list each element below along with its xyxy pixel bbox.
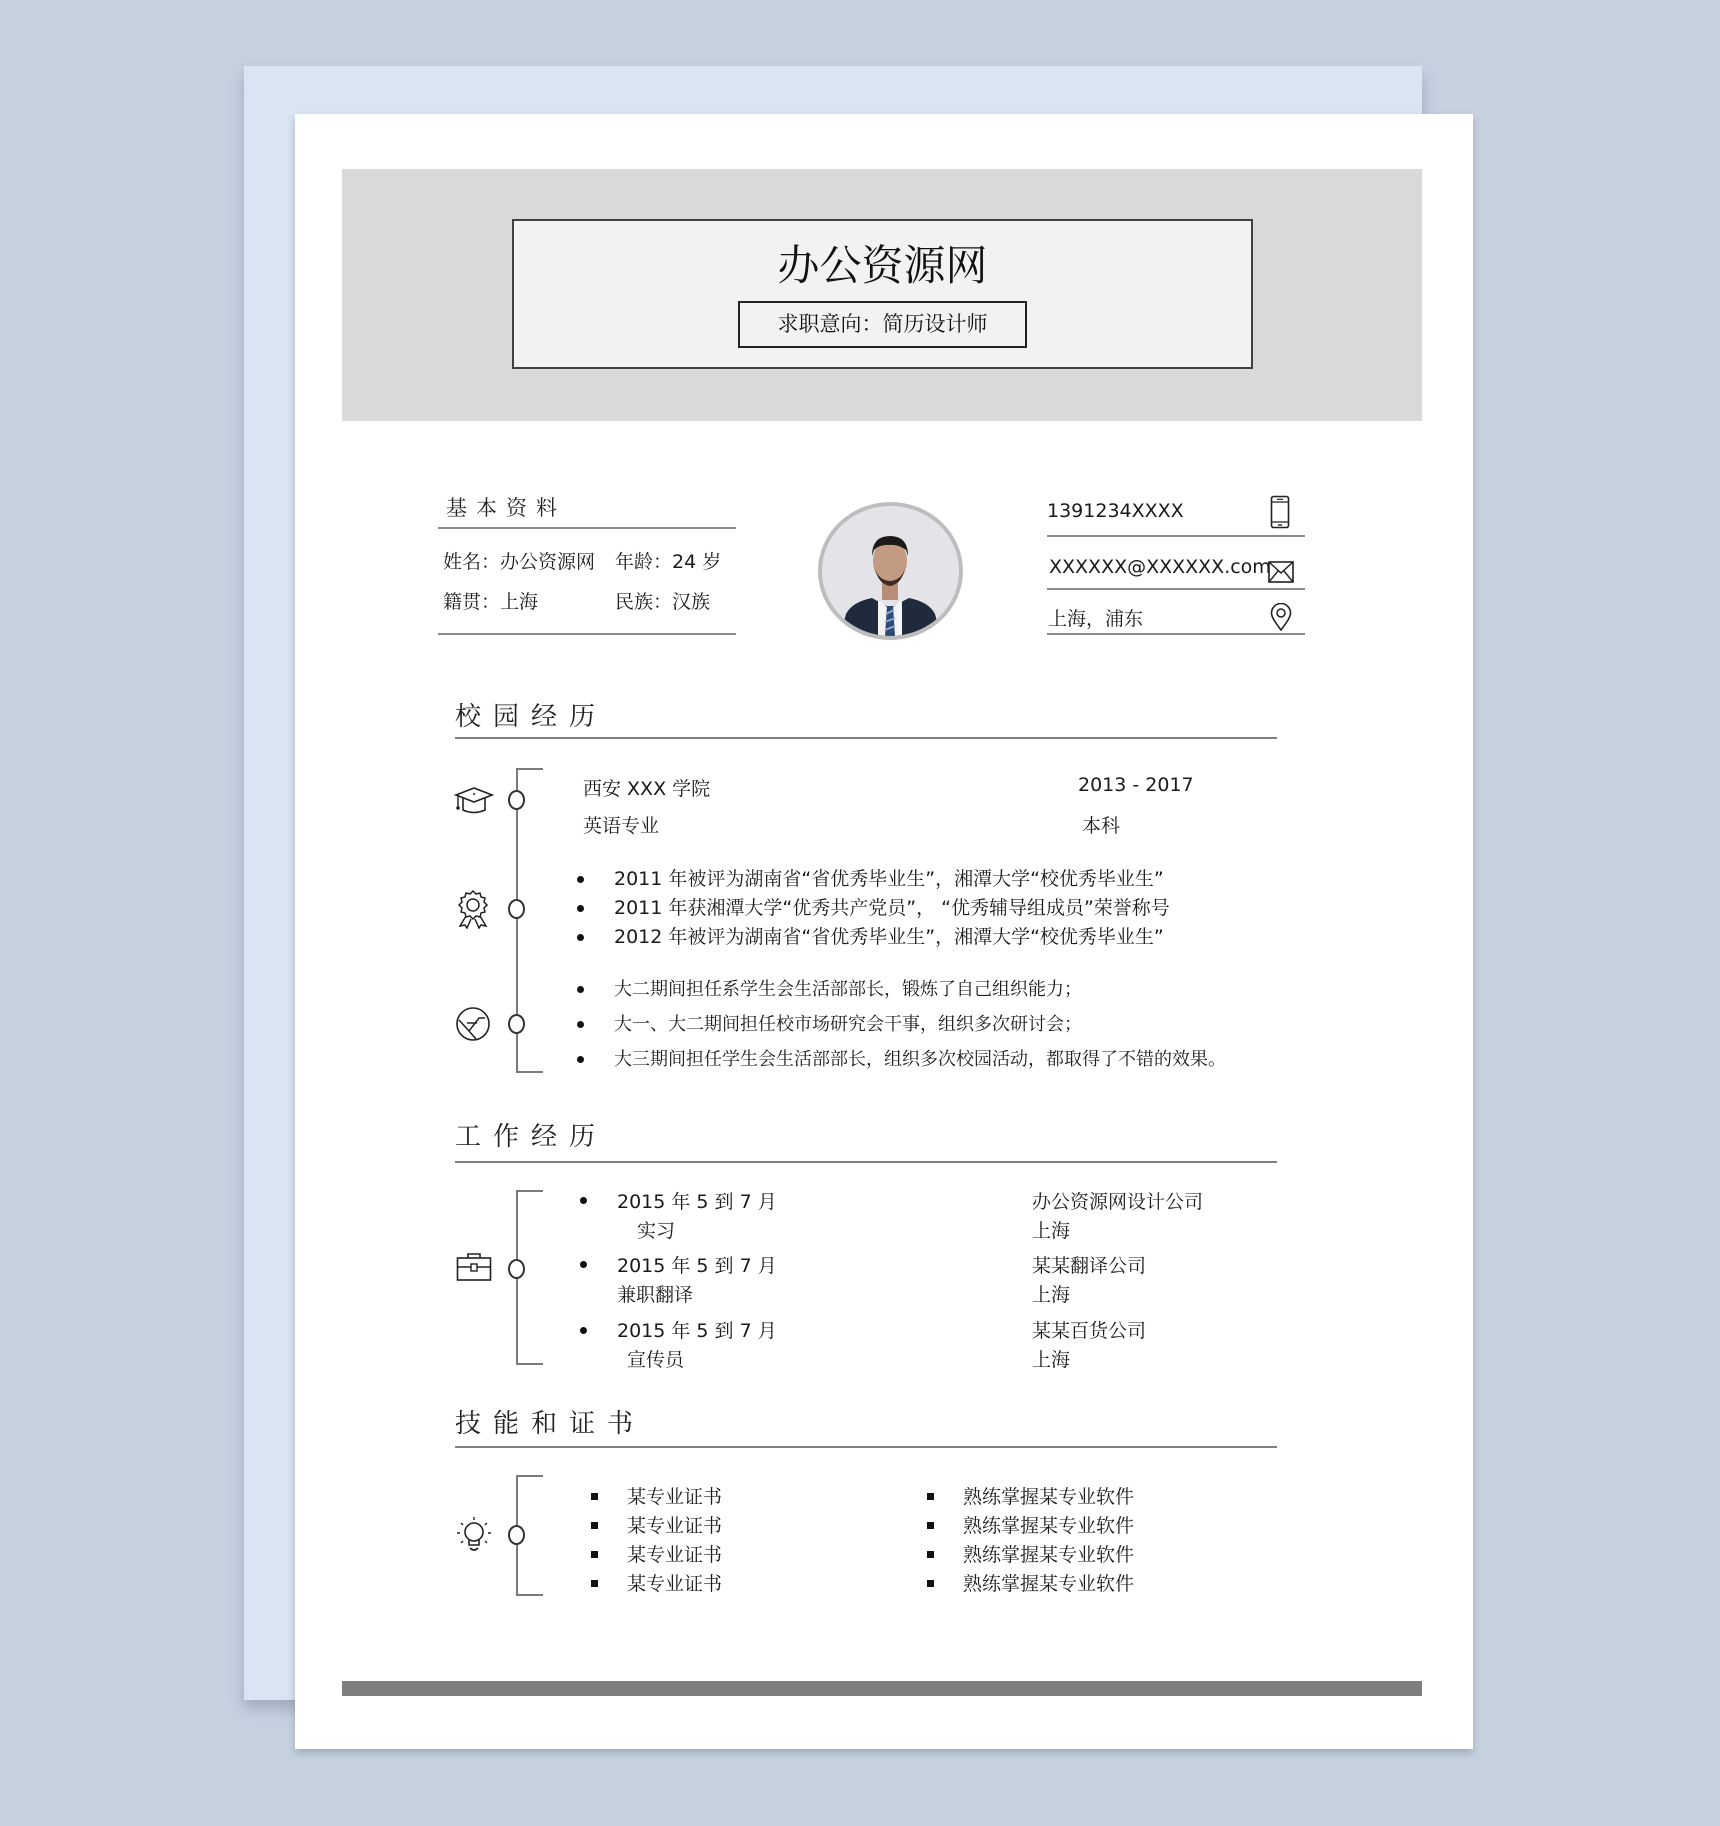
contact-rule-3 <box>1047 633 1305 635</box>
certificate-item: 某专业证书 <box>627 1515 723 1537</box>
bullet <box>577 934 584 941</box>
bullet <box>580 1327 587 1334</box>
school-name: 西安 XXX 学院 <box>583 778 711 800</box>
timeline-node <box>508 1014 525 1034</box>
bullet <box>927 1522 934 1529</box>
bullet <box>577 1056 584 1063</box>
activity-item: 大一、大二期间担任校市场研究会干事，组织多次研讨会； <box>614 1014 1082 1035</box>
age-field: 年龄：24 岁 <box>615 551 722 573</box>
location-text: 上海，浦东 <box>1048 608 1144 630</box>
email-text: XXXXXX@XXXXXX.com <box>1049 556 1271 578</box>
bullet <box>577 1021 584 1028</box>
person-photo-icon <box>822 506 959 636</box>
campus-section-title: 校园经历 <box>455 702 608 732</box>
skills-timeline-top-tick <box>516 1475 543 1477</box>
basic-info-rule-bottom <box>438 633 736 635</box>
campus-timeline-top-tick <box>516 768 543 770</box>
award-item: 2011 年被评为湖南省“省优秀毕业生”，湘潭大学“校优秀毕业生” <box>614 868 1164 890</box>
major: 英语专业 <box>583 815 660 837</box>
certificate-item: 某专业证书 <box>627 1544 723 1566</box>
award-ribbon-icon <box>456 889 490 929</box>
hometown-field: 籍贯：上海 <box>443 591 539 613</box>
phone-text: 1391234XXXX <box>1047 500 1184 522</box>
work-role: 实习 <box>637 1220 676 1242</box>
software-item: 熟练掌握某专业软件 <box>963 1544 1135 1566</box>
bullet <box>591 1522 598 1529</box>
bullet <box>591 1580 598 1587</box>
software-item: 熟练掌握某专业软件 <box>963 1573 1135 1595</box>
lightbulb-icon <box>455 1515 493 1555</box>
certificate-item: 某专业证书 <box>627 1573 723 1595</box>
skills-timeline-bottom-tick <box>516 1594 543 1596</box>
work-period: 2015 年 5 到 7 月 <box>617 1320 777 1342</box>
bullet <box>580 1261 587 1268</box>
software-item: 熟练掌握某专业软件 <box>963 1486 1135 1508</box>
timeline-node <box>508 1259 525 1279</box>
bullet <box>927 1580 934 1587</box>
briefcase-icon <box>456 1252 492 1282</box>
activity-item: 大二期间担任系学生会生活部部长，锻炼了自己组织能力； <box>614 979 1082 1000</box>
work-company: 某某翻译公司 <box>1032 1255 1147 1277</box>
bullet <box>927 1493 934 1500</box>
bullet <box>577 986 584 993</box>
bullet <box>591 1551 598 1558</box>
work-section-title: 工作经历 <box>455 1122 608 1152</box>
bullet <box>577 905 584 912</box>
work-role: 宣传员 <box>627 1349 685 1371</box>
contact-rule-1 <box>1047 535 1305 537</box>
work-city: 上海 <box>1032 1349 1071 1371</box>
bullet <box>580 1197 587 1204</box>
degree: 本科 <box>1082 815 1121 837</box>
avatar <box>818 502 963 640</box>
activity-item: 大三期间担任学生会生活部部长，组织多次校园活动，都取得了不错的效果。 <box>614 1049 1226 1070</box>
work-period: 2015 年 5 到 7 月 <box>617 1255 777 1277</box>
bullet <box>577 876 584 883</box>
basic-info-title: 基本资料 <box>446 496 566 520</box>
work-rule <box>455 1161 1277 1163</box>
study-years: 2013 - 2017 <box>1078 774 1194 796</box>
location-pin-icon <box>1270 603 1292 631</box>
mail-icon <box>1268 561 1294 583</box>
work-city: 上海 <box>1032 1284 1071 1306</box>
campus-rule <box>455 737 1277 739</box>
skills-section-title: 技能和证书 <box>455 1409 646 1439</box>
contact-rule-2 <box>1047 588 1305 590</box>
activity-badge-icon <box>455 1006 491 1042</box>
work-period: 2015 年 5 到 7 月 <box>617 1191 777 1213</box>
bullet <box>591 1493 598 1500</box>
campus-timeline-bottom-tick <box>516 1071 543 1073</box>
work-city: 上海 <box>1032 1220 1071 1242</box>
work-timeline-bottom-tick <box>516 1363 543 1365</box>
resume-name: 办公资源网 <box>777 241 988 290</box>
work-company: 某某百货公司 <box>1032 1320 1147 1342</box>
footer-bar <box>342 1681 1422 1696</box>
certificate-item: 某专业证书 <box>627 1486 723 1508</box>
basic-info-rule-top <box>438 527 736 529</box>
timeline-node <box>508 790 525 810</box>
phone-icon <box>1270 495 1290 529</box>
skills-rule <box>455 1446 1277 1448</box>
timeline-node <box>508 899 525 919</box>
work-company: 办公资源网设计公司 <box>1032 1191 1204 1213</box>
job-objective: 求职意向：简历设计师 <box>738 301 1027 348</box>
award-item: 2011 年获湘潭大学“优秀共产党员”， “优秀辅导组成员”荣誉称号 <box>614 897 1170 919</box>
work-role: 兼职翻译 <box>617 1284 694 1306</box>
graduation-cap-icon <box>454 785 494 815</box>
name-field: 姓名：办公资源网 <box>443 551 596 573</box>
work-timeline-top-tick <box>516 1190 543 1192</box>
award-item: 2012 年被评为湖南省“省优秀毕业生”，湘潭大学“校优秀毕业生” <box>614 926 1164 948</box>
ethnicity-field: 民族：汉族 <box>615 591 711 613</box>
software-item: 熟练掌握某专业软件 <box>963 1515 1135 1537</box>
timeline-node <box>508 1525 525 1545</box>
bullet <box>927 1551 934 1558</box>
